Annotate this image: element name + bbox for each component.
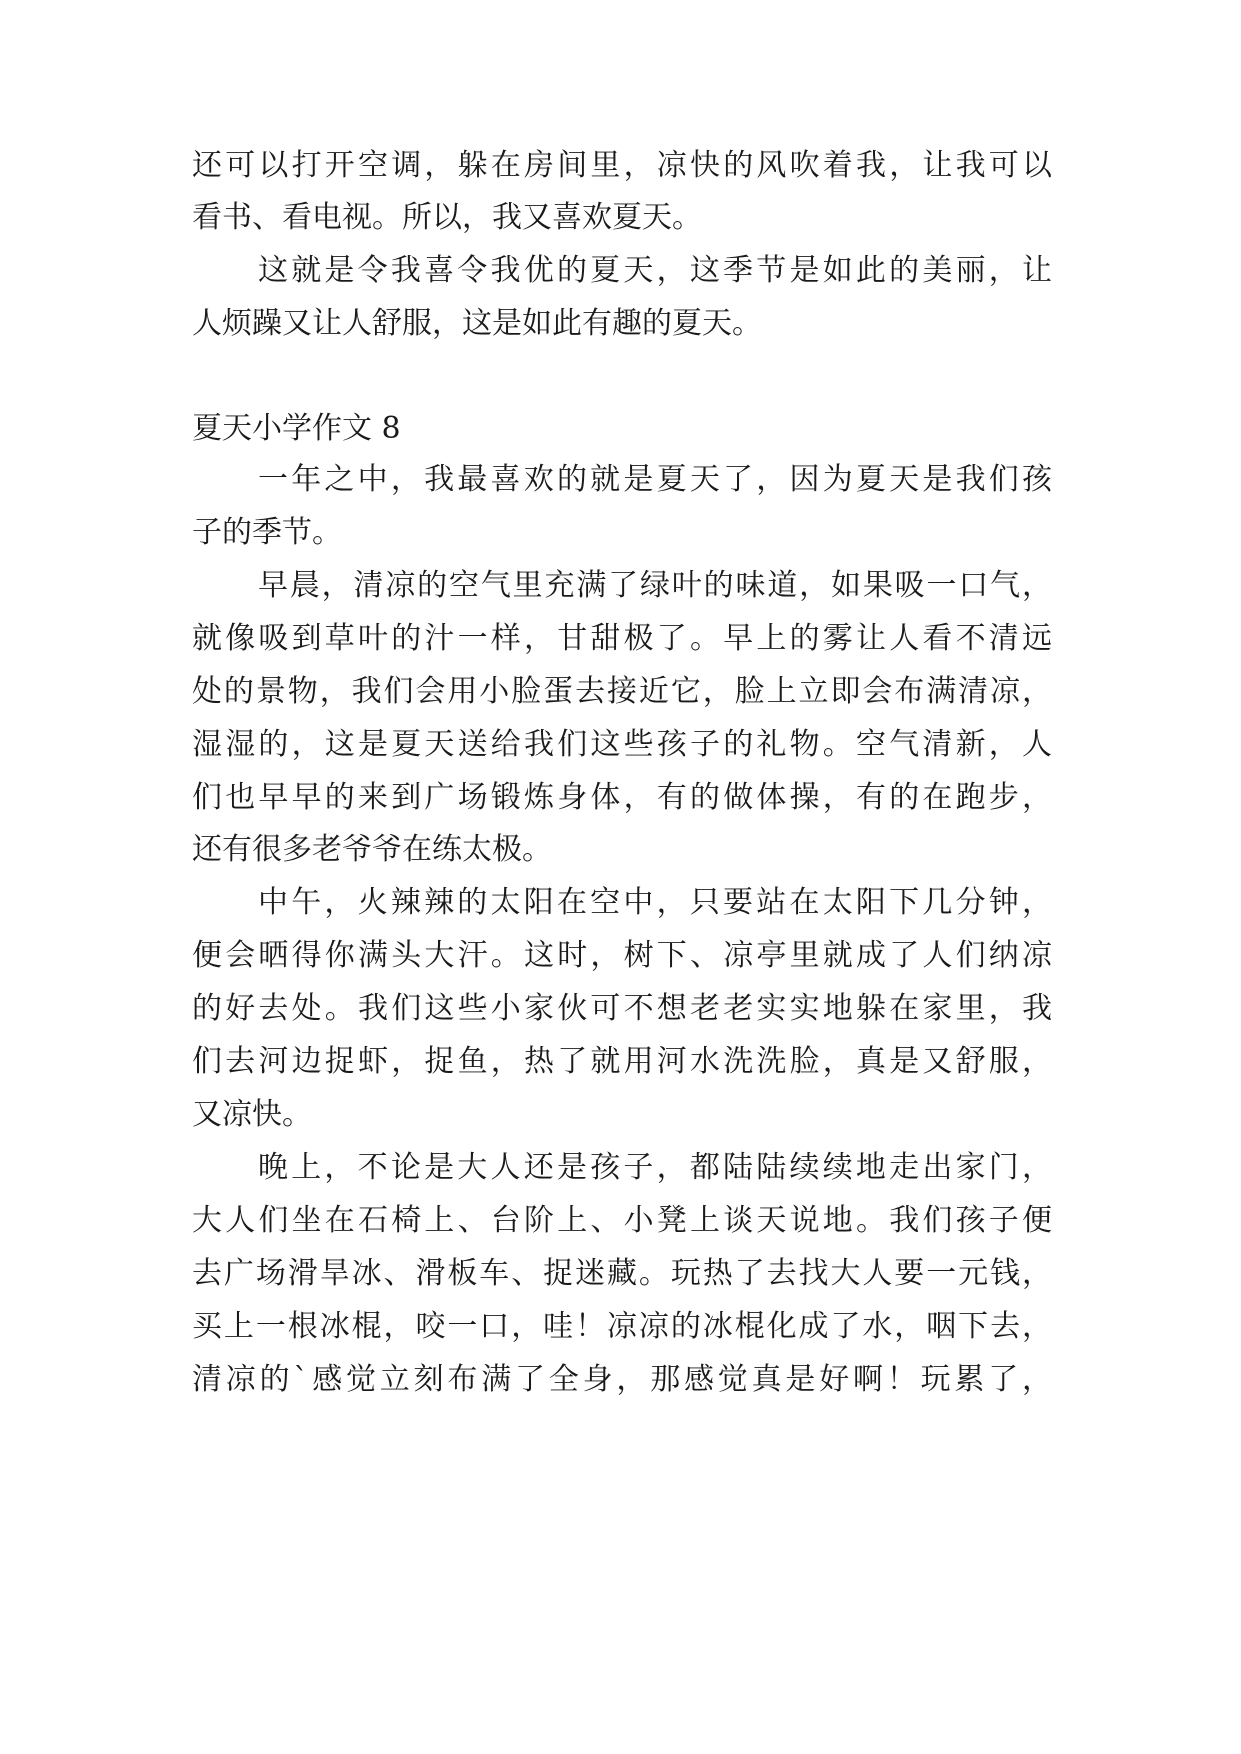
- text-line: 处的景物，我们会用小脸蛋去接近它，脸上立即会布满清凉，: [192, 674, 1052, 709]
- text-line: 又凉快。: [192, 1097, 312, 1132]
- text-line: 这就是令我喜令我优的夏天，这季节是如此的美丽，让: [258, 253, 1052, 288]
- text-line: 们去河边捉虾，捉鱼，热了就用河水洗洗脸，真是又舒服，: [192, 1044, 1052, 1079]
- text-line: 大人们坐在石椅上、台阶上、小凳上谈天说地。我们孩子便: [192, 1203, 1052, 1238]
- text-line: 就像吸到草叶的汁一样，甘甜极了。早上的雾让人看不清远: [192, 621, 1052, 656]
- text-line: 清凉的`感觉立刻布满了全身，那感觉真是好啊！玩累了，: [192, 1362, 1052, 1397]
- text-line: 子的季节。: [192, 515, 342, 550]
- text-line: 早晨，清凉的空气里充满了绿叶的味道，如果吸一口气，: [258, 568, 1052, 603]
- text-line: 买上一根冰棍，咬一口，哇！凉凉的冰棍化成了水，咽下去，: [192, 1309, 1052, 1344]
- text-line: 还可以打开空调，躲在房间里，凉快的风吹着我，让我可以: [192, 148, 1052, 183]
- section-title: 夏天小学作文 8: [192, 411, 401, 446]
- text-line: 人烦躁又让人舒服，这是如此有趣的夏天。: [192, 306, 762, 341]
- text-line: 的好去处。我们这些小家伙可不想老老实实地躲在家里，我: [192, 991, 1052, 1026]
- text-line: 看书、看电视。所以，我又喜欢夏天。: [192, 200, 702, 235]
- text-line: 去广场滑旱冰、滑板车、捉迷藏。玩热了去找大人要一元钱，: [192, 1256, 1052, 1291]
- text-line: 湿湿的，这是夏天送给我们这些孩子的礼物。空气清新，人: [192, 727, 1052, 762]
- text-line: 中午，火辣辣的太阳在空中，只要站在太阳下几分钟，: [258, 885, 1052, 920]
- text-line: 们也早早的来到广场锻炼身体，有的做体操，有的在跑步，: [192, 780, 1052, 815]
- text-line: 一年之中，我最喜欢的就是夏天了，因为夏天是我们孩: [258, 462, 1052, 497]
- text-line: 晚上，不论是大人还是孩子，都陆陆续续地走出家门，: [258, 1150, 1052, 1185]
- text-line: 便会晒得你满头大汗。这时，树下、凉亭里就成了人们纳凉: [192, 938, 1052, 973]
- text-line: 还有很多老爷爷在练太极。: [192, 832, 552, 867]
